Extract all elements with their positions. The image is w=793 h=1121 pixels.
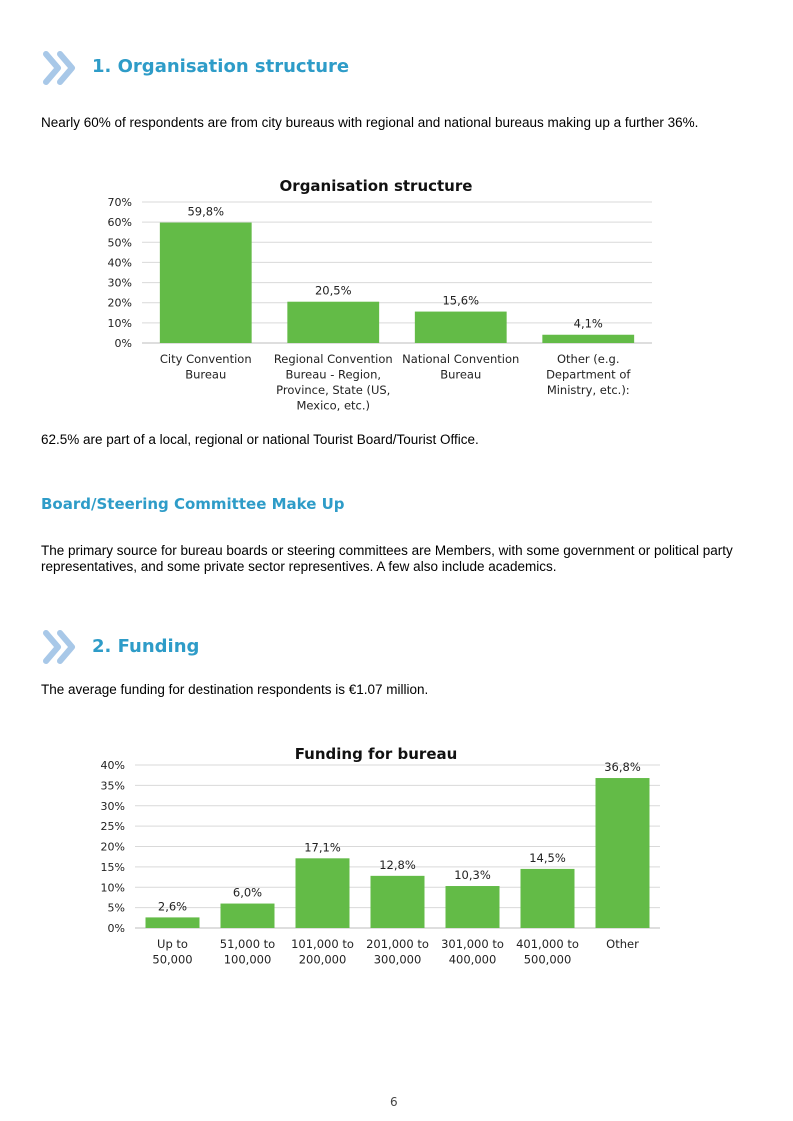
data-label: 2,6% xyxy=(157,899,188,914)
y-tick-label: 10% xyxy=(100,881,125,895)
x-tick-label: National Convention xyxy=(402,352,520,366)
x-tick-label: 500,000 xyxy=(523,952,572,967)
x-tick-label: Ministry, etc.): xyxy=(546,383,630,397)
y-tick-label: 70% xyxy=(107,196,132,209)
x-tick-label: City Convention xyxy=(159,352,252,366)
data-label: 4,1% xyxy=(573,316,603,331)
x-tick-label: 100,000 xyxy=(223,952,272,967)
y-tick-label: 5% xyxy=(107,901,125,915)
bar xyxy=(415,312,507,343)
x-tick-label: Mexico, etc.) xyxy=(296,398,371,413)
double-chevron-right-icon xyxy=(42,48,82,88)
section-2-marker xyxy=(42,627,82,671)
funding-chart xyxy=(80,738,680,978)
data-label: 36,8% xyxy=(604,760,641,775)
board-committee-heading: Board/Steering Committee Make Up xyxy=(41,495,345,513)
bar xyxy=(446,886,500,928)
data-label: 59,8% xyxy=(187,204,225,219)
section-2-title: 2. Funding xyxy=(92,636,200,657)
organisation-structure-chart xyxy=(80,170,680,420)
section-1-marker xyxy=(42,48,82,92)
y-tick-label: 10% xyxy=(107,316,132,330)
y-tick-label: 40% xyxy=(100,759,125,772)
section-1-title: 1. Organisation structure xyxy=(92,56,350,77)
x-tick-label: Bureau - Region, xyxy=(285,367,382,382)
y-tick-label: 30% xyxy=(107,276,132,290)
x-tick-label: 50,000 xyxy=(152,952,193,967)
x-tick-label: 101,000 to xyxy=(291,937,354,951)
y-tick-label: 15% xyxy=(100,860,125,874)
data-label: 20,5% xyxy=(314,283,352,298)
x-tick-label: Other (e.g. xyxy=(557,352,620,366)
x-tick-label: 201,000 to xyxy=(366,937,429,951)
bar xyxy=(160,223,252,343)
y-tick-label: 40% xyxy=(107,256,132,270)
x-tick-label: Regional Convention xyxy=(273,352,393,366)
board-committee-text: The primary source for bureau boards or steering committees are Members, with some government or political party representatives, and some private sector representives. A few also include academics. xyxy=(41,543,733,574)
x-tick-label: 200,000 xyxy=(298,952,347,967)
section-2-intro: The average funding for destination respondents is €1.07 million. xyxy=(41,682,429,697)
bar xyxy=(287,302,379,343)
x-tick-label: Other xyxy=(606,937,639,951)
chart-title: Funding for bureau xyxy=(294,745,458,763)
chart-title: Organisation structure xyxy=(279,177,473,195)
data-label: 10,3% xyxy=(454,868,491,883)
data-label: 12,8% xyxy=(379,857,416,872)
data-label: 17,1% xyxy=(304,840,341,855)
x-tick-label: 300,000 xyxy=(373,952,422,967)
data-label: 15,6% xyxy=(442,293,480,308)
page-number: 6 xyxy=(390,1095,398,1109)
y-tick-label: 60% xyxy=(107,216,132,230)
y-tick-label: 20% xyxy=(100,840,125,854)
y-tick-label: 25% xyxy=(100,820,125,834)
x-tick-label: Up to xyxy=(157,937,188,951)
bar xyxy=(521,869,575,928)
bar xyxy=(146,917,200,928)
bar xyxy=(542,335,634,343)
x-tick-label: Bureau xyxy=(440,367,482,382)
y-tick-label: 0% xyxy=(114,337,132,350)
bar xyxy=(296,858,350,928)
y-tick-label: 20% xyxy=(107,296,132,310)
y-tick-label: 50% xyxy=(107,236,132,250)
section-1-intro: Nearly 60% of respondents are from city bureaus with regional and national bureaus making up a further 36%. xyxy=(41,115,699,130)
x-tick-label: 301,000 to xyxy=(441,937,504,951)
bar xyxy=(371,876,425,928)
x-tick-label: 51,000 to xyxy=(219,937,276,951)
double-chevron-right-icon xyxy=(42,627,82,667)
y-tick-label: 0% xyxy=(107,922,125,935)
y-tick-label: 30% xyxy=(100,799,125,813)
data-label: 14,5% xyxy=(529,850,566,865)
x-tick-label: Bureau xyxy=(185,367,227,382)
x-tick-label: 400,000 xyxy=(448,952,497,967)
x-tick-label: Province, State (US, xyxy=(276,383,391,397)
x-tick-label: Department of xyxy=(546,367,631,382)
x-tick-label: 401,000 to xyxy=(516,937,579,951)
data-label: 6,0% xyxy=(232,885,263,900)
y-tick-label: 35% xyxy=(100,779,125,793)
bar xyxy=(596,778,650,928)
bar xyxy=(221,904,275,928)
tourist-board-note: 62.5% are part of a local, regional or national Tourist Board/Tourist Office. xyxy=(41,432,479,447)
